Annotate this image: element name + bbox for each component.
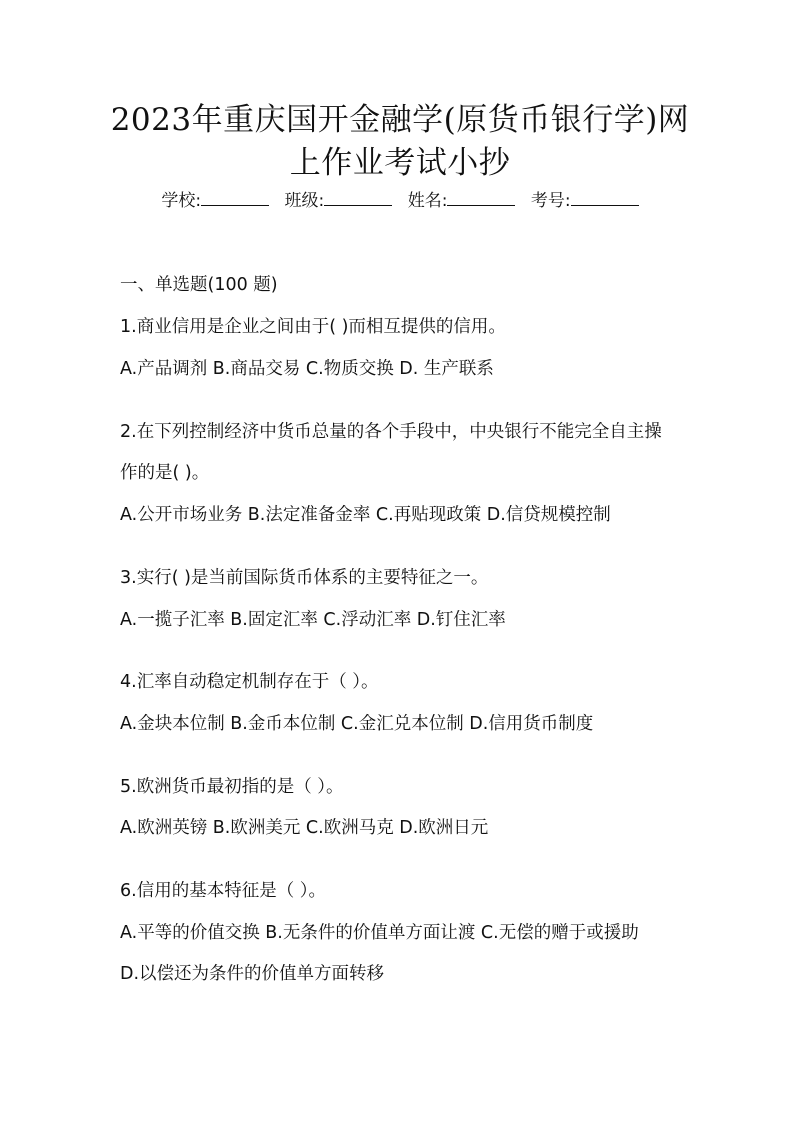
info-field-class — [285, 191, 393, 211]
info-field-name — [408, 191, 516, 211]
exam-number-blank — [571, 191, 639, 206]
info-label-school: 学校: — [161, 191, 202, 211]
document-title-line-2: 上作业考试小抄 — [289, 145, 511, 181]
question-2-stem-line-1: 2.在下列控制经济中货币总量的各个手段中，中央银行不能完全自主操 — [120, 422, 662, 442]
student-info-row — [0, 190, 800, 212]
info-label-exam-number: 考号: — [530, 191, 571, 211]
question-5-stem: 5.欧洲货币最初指的是（ ）。 — [120, 777, 344, 797]
question-6-options-line-1: A.平等的价值交换 B.无条件的价值单方面让渡 C.无偿的赠于或援助 — [120, 923, 639, 943]
question-6-options-line-2: D.以偿还为条件的价值单方面转移 — [120, 964, 385, 984]
question-2-stem-line-2: 作的是( )。 — [120, 463, 210, 483]
info-label-name: 姓名: — [407, 191, 448, 211]
info-field-exam-number — [531, 191, 639, 211]
school-blank — [201, 191, 269, 206]
info-label-class: 班级: — [284, 191, 325, 211]
info-field-school — [161, 191, 269, 211]
question-4-stem: 4.汇率自动稳定机制存在于（ ）。 — [120, 672, 379, 692]
question-3-options: A.一揽子汇率 B.固定汇率 C.浮动汇率 D.钉住汇率 — [120, 610, 506, 630]
question-1-options: A.产品调剂 B.商品交易 C.物质交换 D. 生产联系 — [120, 359, 494, 379]
question-6-stem: 6.信用的基本特征是（ ）。 — [120, 881, 327, 901]
question-1-stem: 1.商业信用是企业之间由于( )而相互提供的信用。 — [120, 317, 506, 337]
section-heading: 一、单选题(100 题) — [120, 275, 278, 295]
question-3-stem: 3.实行( )是当前国际货币体系的主要特征之一。 — [120, 568, 489, 588]
question-5-options: A.欧洲英镑 B.欧洲美元 C.欧洲马克 D.欧洲日元 — [120, 818, 489, 838]
class-blank — [324, 191, 392, 206]
question-2-options: A.公开市场业务 B.法定准备金率 C.再贴现政策 D.信贷规模控制 — [120, 505, 611, 525]
name-blank — [447, 191, 515, 206]
document-title-line-1: 2023年重庆国开金融学(原货币银行学)网 — [110, 102, 690, 138]
question-4-options: A.金块本位制 B.金币本位制 C.金汇兑本位制 D.信用货币制度 — [120, 714, 594, 734]
